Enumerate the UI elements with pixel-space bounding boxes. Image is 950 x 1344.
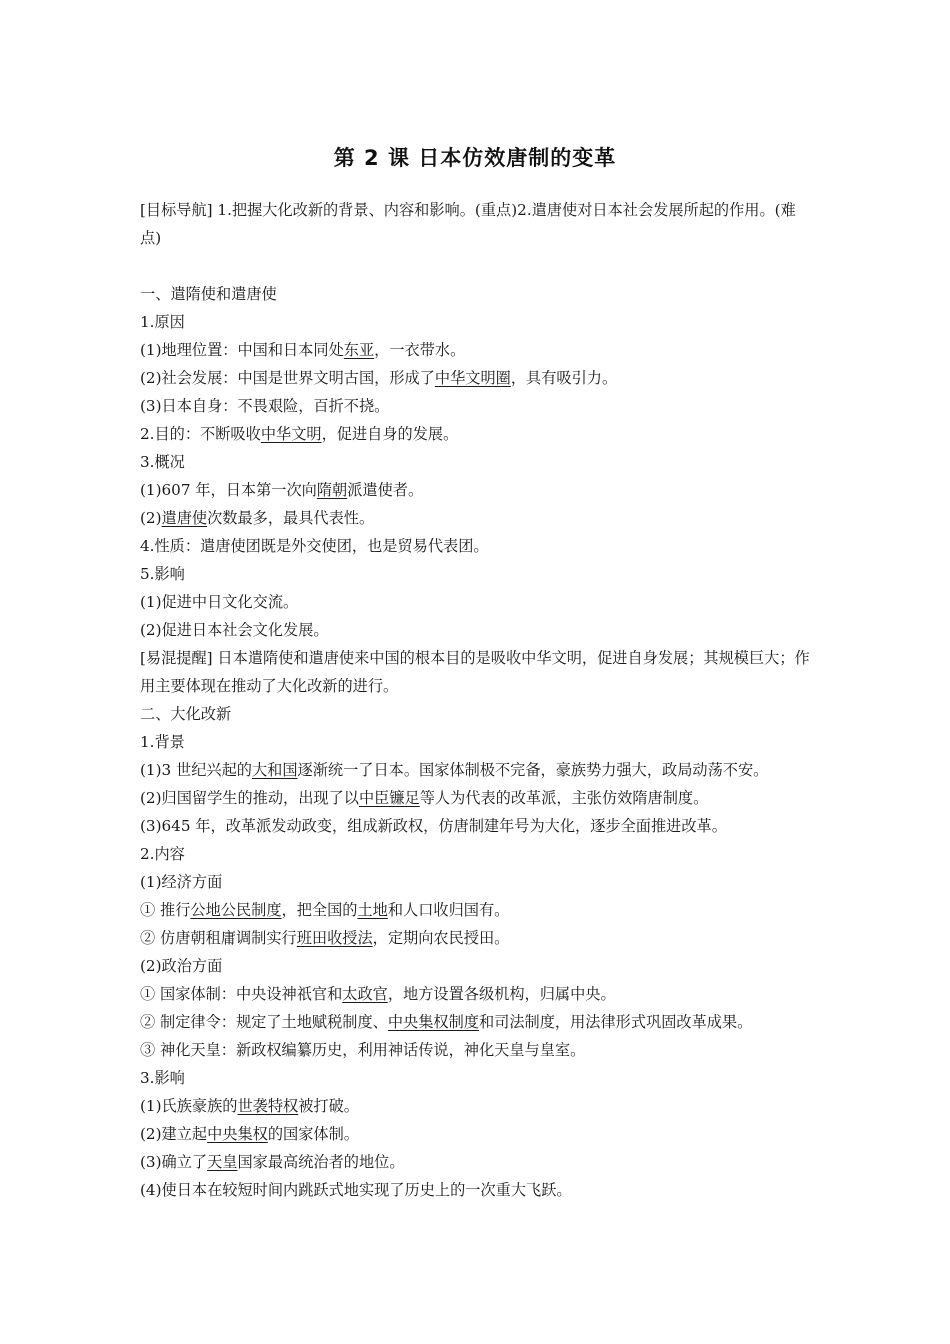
tip-paragraph	[140, 644, 815, 700]
key-term: 东亚	[343, 341, 375, 359]
politics-heading: (2)政治方面	[140, 957, 223, 975]
text: ，促进自身的发展。	[321, 425, 459, 443]
text: (1)氏族豪族的	[140, 1097, 238, 1115]
text: 派遣使者。	[347, 481, 424, 499]
s3-title: 3.概况	[140, 453, 185, 471]
impact-line-3	[140, 1148, 815, 1176]
impact-line-1	[140, 1092, 815, 1120]
s1-title: 1.原因	[140, 313, 185, 331]
key-term: 中臣镰足	[358, 789, 420, 807]
text: 被打破。	[298, 1097, 359, 1115]
economy-line-1	[140, 896, 815, 924]
text: 逐渐统一了日本。国家体制极不完备，豪族势力强大，政局动荡不安。	[297, 761, 769, 779]
impact-title: 3.影响	[140, 1069, 185, 1087]
s4-line: 4.性质：遣唐使团既是外交使团，也是贸易代表团。	[140, 537, 489, 555]
text: ② 制定律令：规定了土地赋税制度、	[140, 1013, 388, 1031]
key-term: 土地	[357, 901, 388, 919]
impact-line-4: (4)使日本在较短时间内跳跃式地实现了历史上的一次重大飞跃。	[140, 1181, 572, 1199]
politics-line-2	[140, 1008, 815, 1036]
spacer	[140, 252, 815, 280]
document-body	[140, 196, 815, 1204]
text: ② 仿唐朝租庸调制实行	[140, 929, 297, 947]
section-2-heading: 二、大化改新	[140, 705, 232, 723]
impact-line-2	[140, 1120, 815, 1148]
text: ，一衣带水。	[374, 341, 466, 359]
text: ① 国家体制：中央设神祇官和	[140, 985, 343, 1003]
politics-line-3: ③ 神化天皇：新政权编纂历史，利用神话传说，神化天皇与皇室。	[140, 1041, 586, 1059]
key-term: 太政官	[342, 985, 388, 1003]
key-term: 大和国	[251, 761, 298, 779]
text: ，定期向农民授田。	[372, 929, 510, 947]
text: (2)建立起	[140, 1125, 208, 1143]
text: ，地方设置各级机构，归属中央。	[387, 985, 616, 1003]
key-term: 中华文明圈	[434, 369, 511, 387]
s5-title: 5.影响	[140, 565, 185, 583]
text: 和司法制度，用法律形式巩固改革成果。	[478, 1013, 753, 1031]
text: 国家最高统治者的地位。	[237, 1153, 405, 1171]
text: 和人口收归国有。	[387, 901, 510, 919]
key-term: 中华文明	[260, 425, 322, 443]
text: 2.目的：不断吸收	[140, 425, 261, 443]
economy-heading: (1)经济方面	[140, 873, 223, 891]
economy-line-2	[140, 924, 815, 952]
text: 次数最多，最具代表性。	[207, 509, 375, 527]
lesson-title: 第 2 课 日本仿效唐制的变革	[333, 146, 617, 170]
key-term: 天皇	[207, 1153, 238, 1171]
background-line-1	[140, 756, 815, 784]
text: 的国家体制。	[267, 1125, 359, 1143]
tip-tag: [易混提醒]	[140, 649, 213, 667]
background-line-2	[140, 784, 815, 812]
text: 等人为代表的改革派，主张仿效隋唐制度。	[419, 789, 709, 807]
s3-line-1	[140, 476, 815, 504]
key-term: 遣唐使	[161, 509, 208, 527]
key-term: 班田收授法	[296, 929, 373, 947]
key-term: 世袭特权	[237, 1097, 299, 1115]
text: (2)	[140, 509, 162, 527]
goal-paragraph	[140, 196, 815, 252]
text: (3)确立了	[140, 1153, 208, 1171]
background-title: 1.背景	[140, 733, 185, 751]
text: (1)地理位置：中国和日本同处	[140, 341, 344, 359]
text: ，具有吸引力。	[510, 369, 618, 387]
section-1-heading: 一、遣隋使和遣唐使	[140, 285, 277, 303]
key-term: 中央集权	[207, 1125, 268, 1143]
text: ，把全国的	[281, 901, 358, 919]
s2-line	[140, 420, 815, 448]
s3-line-2	[140, 504, 815, 532]
text: (1)3 世纪兴起的	[140, 761, 252, 779]
text: (2)社会发展：中国是世界文明古国，形成了	[140, 369, 435, 387]
s5-line-1: (1)促进中日文化交流。	[140, 593, 299, 611]
s1-line-1	[140, 336, 815, 364]
s1-line-2	[140, 364, 815, 392]
goal-text: 1.把握大化改新的背景、内容和影响。(重点)2.遣唐使对日本社会发展所起的作用。(难点)	[140, 201, 796, 247]
content-title: 2.内容	[140, 845, 185, 863]
goal-tag: [目标导航]	[140, 201, 213, 219]
background-line-3: (3)645 年，改革派发动政变，组成新政权，仿唐制建年号为大化，逐步全面推进改革。	[140, 817, 727, 835]
s1-line-3: (3)日本自身：不畏艰险，百折不挠。	[140, 397, 390, 415]
s5-line-2: (2)促进日本社会文化发展。	[140, 621, 329, 639]
politics-line-1	[140, 980, 815, 1008]
tip-text: 日本遣隋使和遣唐使来中国的根本目的是吸收中华文明，促进自身发展；其规模巨大；作用主要体现在推动了大化改新的进行。	[140, 649, 810, 695]
text: (2)归国留学生的推动，出现了以	[140, 789, 359, 807]
key-term: 隋朝	[316, 481, 348, 499]
key-term: 公地公民制度	[190, 901, 282, 919]
key-term: 中央集权制度	[387, 1013, 479, 1031]
text: ① 推行	[140, 901, 191, 919]
text: (1)607 年，日本第一次向	[140, 481, 317, 499]
